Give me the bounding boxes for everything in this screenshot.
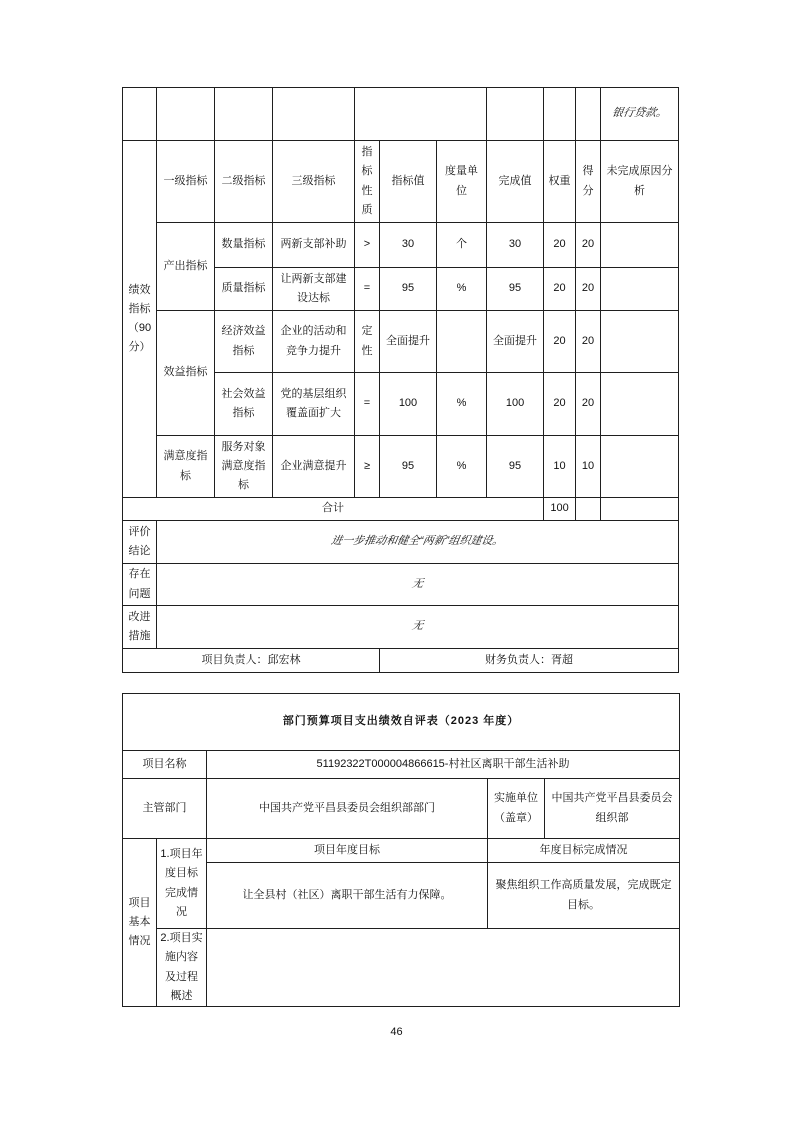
cell-score: 20 [576,373,601,436]
empty-cell [487,88,544,141]
cell-nature: ≥ [355,436,380,498]
empty-cell [123,88,157,141]
cell-weight: 20 [544,311,576,373]
problem-label: 存在问题 [123,564,157,606]
implement-unit-label: 实施单位（盖章） [488,779,545,839]
table-title-row [123,694,680,751]
cell-nature: = [355,373,380,436]
header-measure-unit: 度量单位 [437,141,487,223]
empty-cell [355,88,487,141]
cell-level3: 两新支部补助 [273,223,355,268]
basic-info-label: 项目基本情况 [123,839,157,1007]
table-title: 部门预算项目支出绩效自评表（2023 年度） [123,694,680,751]
cell-nature: 定性 [355,311,380,373]
cell-reason [601,311,679,373]
header-completed-value: 完成值 [487,141,544,223]
cell-weight: 20 [544,223,576,268]
basic-info-content-row [123,863,680,929]
conclusion-text: 进一步推动和健全“两新”组织建设。 [157,521,679,564]
cell-unit: % [437,436,487,498]
cell-nature: = [355,268,380,311]
cell-nature: > [355,223,380,268]
cell-weight: 20 [544,268,576,311]
cell-level2: 经济效益指标 [215,311,273,373]
header-level3-indicator: 三级指标 [273,141,355,223]
implementation-row [123,929,680,1007]
empty-cell [544,88,576,141]
cell-unit [437,311,487,373]
performance-indicator-table [122,87,679,673]
cell-target: 100 [380,373,437,436]
empty-cell [576,88,601,141]
empty-cell [273,88,355,141]
side-label-performance-indicators: 绩效指标（90分） [123,141,157,498]
cell-level3: 企业的活动和竞争力提升 [273,311,355,373]
self-evaluation-table [122,693,680,1007]
table-row [123,223,679,268]
cell-level2: 质量指标 [215,268,273,311]
cell-target: 95 [380,268,437,311]
total-label: 合计 [123,498,544,521]
empty-cell [157,88,215,141]
table-row [123,436,679,498]
improvement-row [123,606,679,649]
table-row [123,311,679,373]
implement-unit-value: 中国共产党平昌县委员会组织部 [545,779,680,839]
cell-weight: 10 [544,436,576,498]
goal-completion-header: 年度目标完成情况 [488,839,680,863]
department-row [123,779,680,839]
cell-done: 30 [487,223,544,268]
conclusion-row [123,521,679,564]
cell-done: 全面提升 [487,311,544,373]
signature-row [123,649,679,673]
annual-goal-text: 让全县村（社区）离职干部生活有力保障。 [207,863,488,929]
cell-reason [601,223,679,268]
department-value: 中国共产党平昌县委员会组织部部门 [207,779,488,839]
project-name-value: 51192322T000004866615-村社区离职干部生活补助 [207,751,680,779]
header-uncompleted-reason: 未完成原因分析 [601,141,679,223]
cell-score: 10 [576,436,601,498]
page-number: 46 [390,1026,403,1038]
cell-reason [601,268,679,311]
cell-unit: % [437,373,487,436]
item2-label: 2.项目实施内容及过程概述 [157,929,207,1007]
header-indicator-nature: 指标性质 [355,141,380,223]
cell-level3: 党的基层组织覆盖面扩大 [273,373,355,436]
cell-level3: 企业满意提升 [273,436,355,498]
cell-done: 100 [487,373,544,436]
continuation-row [123,88,679,141]
basic-info-header-row [123,839,680,863]
project-name-label: 项目名称 [123,751,207,779]
project-manager: 项目负责人：邱宏林 [123,649,380,673]
implementation-text [207,929,680,1007]
goal-completion-text: 聚焦组织工作高质量发展，完成既定目标。 [488,863,680,929]
cell-score: 20 [576,311,601,373]
cell-level1: 效益指标 [157,311,215,436]
problem-row [123,564,679,606]
cell-reason [601,436,679,498]
cell-weight: 20 [544,373,576,436]
total-row [123,498,679,521]
cell-target: 30 [380,223,437,268]
cell-level2: 数量指标 [215,223,273,268]
item1-label: 1.项目年度目标完成情况 [157,839,207,929]
cell-done: 95 [487,436,544,498]
cell-unit: % [437,268,487,311]
indicator-header-row [123,141,679,223]
conclusion-label: 评价结论 [123,521,157,564]
annual-goal-header: 项目年度目标 [207,839,488,863]
cell-score: 20 [576,223,601,268]
header-score: 得分 [576,141,601,223]
header-level2-indicator: 二级指标 [215,141,273,223]
header-level1-indicator: 一级指标 [157,141,215,223]
empty-cell [215,88,273,141]
total-reason [601,498,679,521]
improvement-text: 无 [157,606,679,649]
cell-unit: 个 [437,223,487,268]
cell-level2: 社会效益指标 [215,373,273,436]
cell-target: 全面提升 [380,311,437,373]
total-score [576,498,601,521]
finance-manager: 财务负责人：胥超 [380,649,679,673]
cell-score: 20 [576,268,601,311]
header-indicator-value: 指标值 [380,141,437,223]
funding-source-bank-loan: 银行贷款。 [601,88,679,141]
cell-level1: 产出指标 [157,223,215,311]
project-name-row [123,751,680,779]
total-weight: 100 [544,498,576,521]
improvement-label: 改进措施 [123,606,157,649]
header-weight: 权重 [544,141,576,223]
cell-level3: 让两新支部建设达标 [273,268,355,311]
cell-level1: 满意度指标 [157,436,215,498]
cell-target: 95 [380,436,437,498]
cell-level2: 服务对象满意度指标 [215,436,273,498]
cell-done: 95 [487,268,544,311]
problem-text: 无 [157,564,679,606]
department-label: 主管部门 [123,779,207,839]
cell-reason [601,373,679,436]
